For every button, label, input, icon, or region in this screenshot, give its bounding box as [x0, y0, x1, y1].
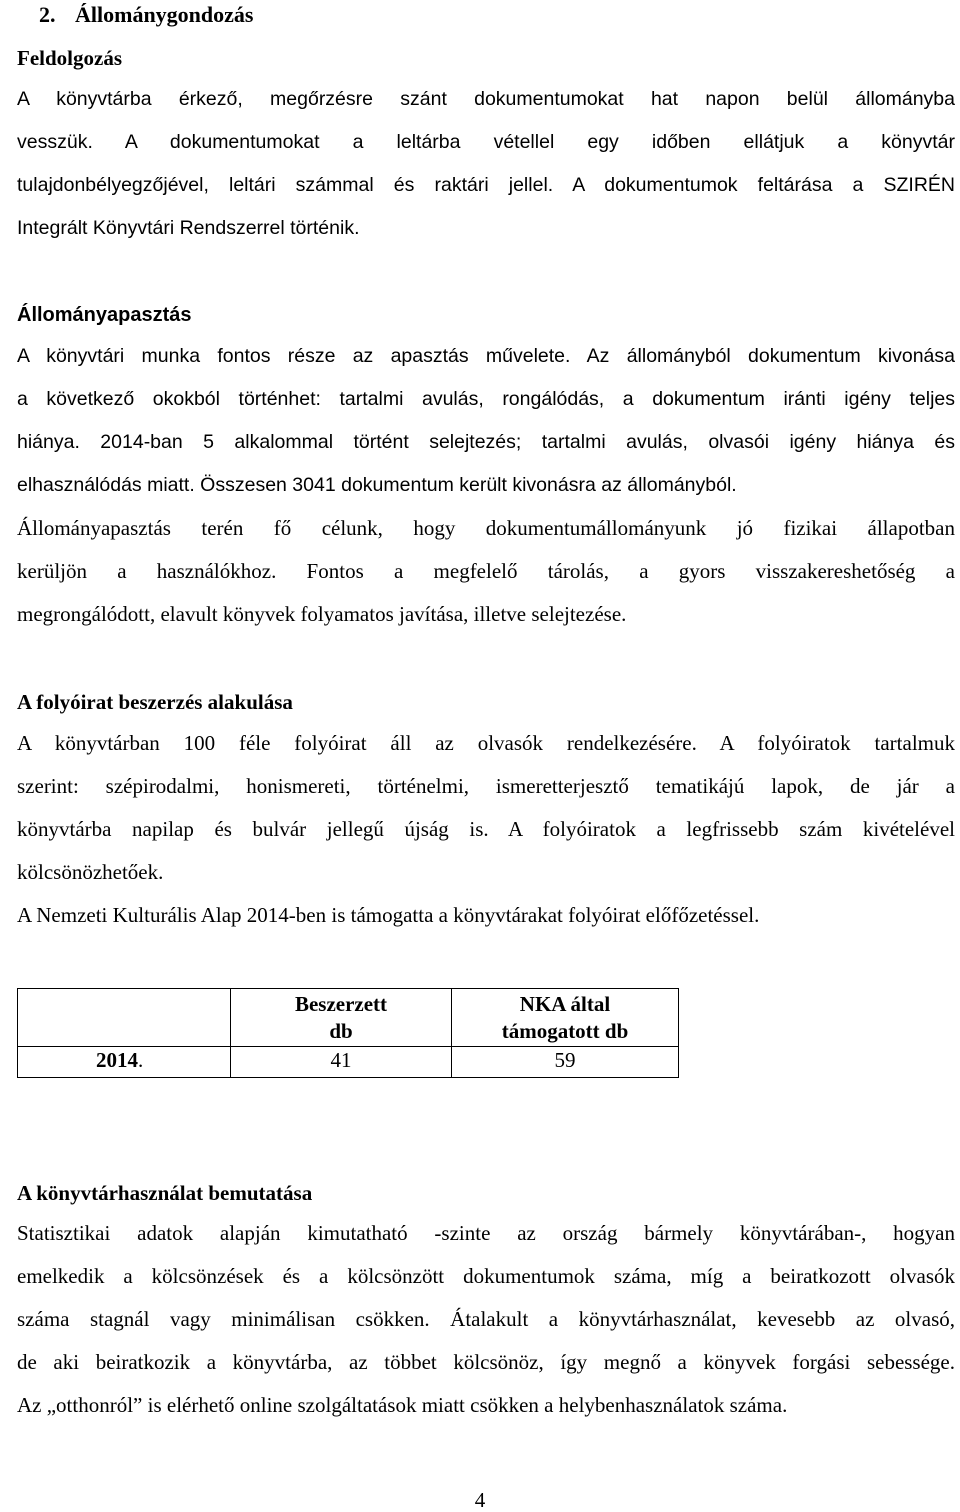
text-line: de aki beiratkozik a könyvtárba, az többet kölcsönöz, így megnő a könyvek forgási sebessége. [17, 1350, 955, 1374]
paragraph-apasztas-1 [17, 335, 955, 507]
header-line: NKA által [519, 992, 611, 1016]
text-line: hiánya. 2014-ban 5 alkalommal történt selejtezés; tartalmi avulás, olvasói igény hiánya és [17, 431, 955, 453]
text-line: kerüljön a használókhoz. Fontos a megfelelő tárolás, a gyors visszakereshetőség a [17, 559, 955, 583]
cell-nka: 59 [452, 1047, 679, 1078]
text-line: vesszük. A dokumentumokat a leltárba vétellel egy időben ellátjuk a könyvtár [17, 131, 955, 153]
periodicals-table [17, 988, 679, 1078]
text-line: A könyvtári munka fontos része az apasztás művelete. Az állományból dokumentum kivonása [17, 345, 955, 367]
page-number: 4 [474, 1488, 486, 1512]
section-number: 2. [39, 2, 56, 27]
text-line: kölcsönözhetőek. [17, 860, 164, 884]
table-row [18, 1047, 679, 1078]
text-line: A könyvtárban 100 féle folyóirat áll az olvasók rendelkezésére. A folyóiratok tartalmuk [17, 731, 955, 755]
col-header-beszerzett [231, 989, 452, 1047]
table-corner-cell [18, 989, 231, 1047]
col-header-nka [452, 989, 679, 1047]
text-line: A könyvtárba érkező, megőrzésre szánt dokumentumokat hat napon belül állományba [17, 88, 955, 110]
text-line: tulajdonbélyegzőjével, leltári számmal és raktári jellel. A dokumentumok feltárása a SZIRÉN [17, 174, 955, 196]
text-line: száma stagnál vagy minimálisan csökken. Átalakult a könyvtárhasználat, kevesebb az olvasó, [17, 1307, 955, 1331]
text-line: szerint: szépirodalmi, honismereti, történelmi, ismeretterjesztő tematikájú lapok, de jár a [17, 774, 955, 798]
section-heading [39, 2, 253, 28]
nka-sentence: A Nemzeti Kulturális Alap 2014-ben is támogatta a könyvtárakat folyóirat előfőzetéssel. [17, 903, 760, 927]
cell-beszerzett: 41 [231, 1047, 452, 1078]
section-title: Állománygondozás [75, 2, 254, 27]
table-header-row [18, 989, 679, 1047]
text-line: emelkedik a kölcsönzések és a kölcsönzött dokumentumok száma, míg a beiratkozott olvasók [17, 1264, 955, 1288]
paragraph-apasztas-2 [17, 507, 955, 636]
text-line: könyvtárba napilap és bulvár jellegű újság is. A folyóiratok a legfrissebb szám kivételével [17, 817, 955, 841]
heading-apasztas: Állományapasztás [17, 304, 192, 326]
year-value: 2014 [96, 1048, 138, 1072]
text-line: Statisztikai adatok alapján kimutatható -szinte az ország bármely könyvtárában-, hogyan [17, 1221, 955, 1245]
paragraph-folyoirat [17, 722, 955, 894]
row-year [18, 1047, 231, 1078]
paragraph-konyvtarhasznalat [17, 1212, 955, 1427]
text-line: Az „otthonról” is elérhető online szolgáltatások miatt csökken a helybenhasználatok száma. [17, 1393, 788, 1417]
heading-feldolgozas: Feldolgozás [17, 46, 122, 70]
heading-konyvtarhasznalat: A könyvtárhasználat bemutatása [17, 1181, 313, 1205]
header-line: db [329, 1019, 353, 1043]
text-line: a következő okokból történhet: tartalmi avulás, rongálódás, a dokumentum iránti igény teljes [17, 388, 955, 410]
text-line: Integrált Könyvtári Rendszerrel történik. [17, 217, 360, 239]
text-line: megrongálódott, elavult könyvek folyamatos javítása, illetve selejtezése. [17, 602, 627, 626]
header-line: Beszerzett [294, 992, 388, 1016]
heading-folyoirat: A folyóirat beszerzés alakulása [17, 690, 293, 714]
header-line: támogatott db [501, 1019, 629, 1043]
text-line: Állományapasztás terén fő célunk, hogy dokumentumállományunk jó fizikai állapotban [17, 516, 955, 540]
text-line: elhasználódás miatt. Összesen 3041 dokumentum került kivonásra az állományból. [17, 474, 737, 496]
paragraph-feldolgozas [17, 78, 955, 250]
year-suffix: . [138, 1048, 144, 1072]
